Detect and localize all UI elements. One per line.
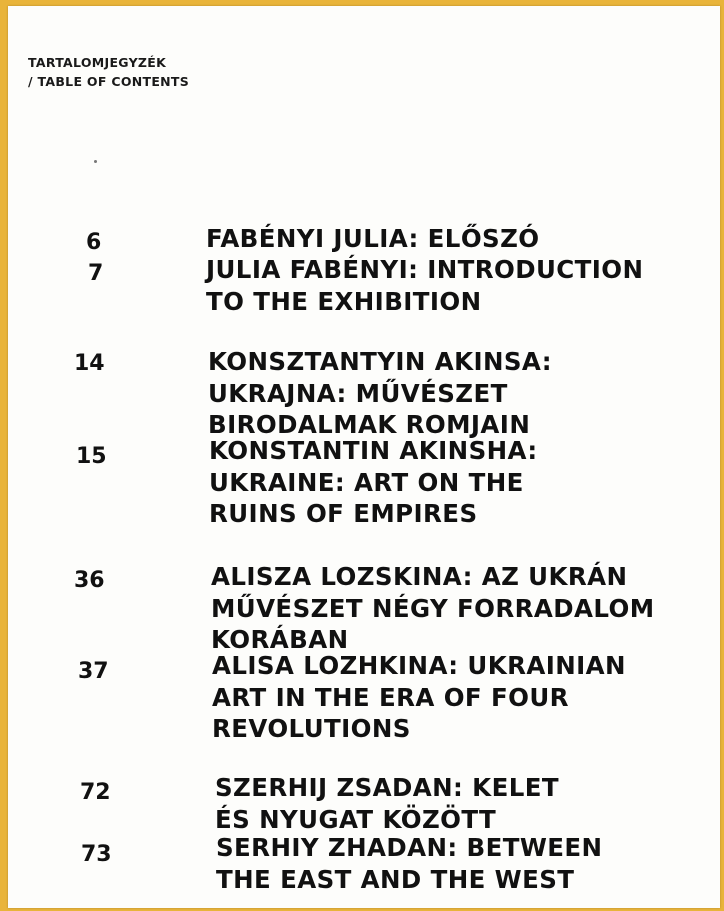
toc-title-line: BIRODALMAK ROMJAIN (208, 410, 531, 439)
toc-title-line: JULIA FABÉNYI: INTRODUCTION (206, 255, 644, 284)
toc-entry-title (208, 346, 552, 441)
toc-title-line: KONSZTANTYIN AKINSA: (208, 347, 552, 376)
toc-page-number: 36 (74, 568, 105, 593)
toc-entry-title (209, 435, 538, 530)
toc-entry-title (215, 772, 559, 835)
toc-entry-title (212, 650, 626, 745)
toc-title-line: KONSTANTIN AKINSHA: (209, 436, 538, 465)
toc-entry-title (206, 223, 539, 255)
toc-entry-title (206, 254, 643, 317)
toc-title-line: ÉS NYUGAT KÖZÖTT (215, 804, 497, 834)
toc-page-number: 37 (78, 659, 109, 684)
toc-page-number: 7 (88, 261, 104, 286)
toc-list (8, 6, 720, 908)
toc-title-line: ART IN THE ERA OF FOUR (212, 682, 569, 712)
toc-title-line: SZERHIJ ZSADAN: KELET (215, 773, 559, 802)
toc-page-number: 14 (74, 351, 105, 376)
toc-title-line: REVOLUTIONS (212, 714, 411, 743)
toc-title-line: SERHIY ZHADAN: BETWEEN (216, 833, 603, 862)
document-page (8, 6, 720, 908)
toc-entry-title (216, 832, 602, 895)
header-english: / TABLE OF CONTENTS (28, 74, 190, 89)
toc-page-number: 6 (86, 230, 102, 255)
toc-page-number: 72 (80, 780, 111, 805)
toc-entry-title (211, 561, 655, 656)
toc-page-number: 73 (81, 842, 112, 867)
toc-title-line: ALISA LOZHKINA: UKRAINIAN (212, 651, 626, 680)
toc-title-line: ALISZA LOZSKINA: AZ UKRÁN (211, 562, 628, 591)
toc-title-line: THE EAST AND THE WEST (216, 864, 575, 894)
toc-title-line: RUINS OF EMPIRES (209, 499, 478, 528)
toc-title-line: UKRAJNA: MŰVÉSZET (208, 378, 508, 408)
toc-title-line: KORÁBAN (211, 625, 349, 654)
toc-title-line: FABÉNYI JULIA: ELŐSZÓ (206, 224, 540, 253)
toc-page-number: 15 (76, 444, 107, 469)
header-hungarian: TARTALOMJEGYZÉK (28, 55, 167, 70)
toc-title-line: UKRAINE: ART ON THE (209, 467, 524, 497)
toc-title-line: MŰVÉSZET NÉGY FORRADALOM (211, 593, 655, 623)
toc-title-line: TO THE EXHIBITION (206, 286, 482, 316)
